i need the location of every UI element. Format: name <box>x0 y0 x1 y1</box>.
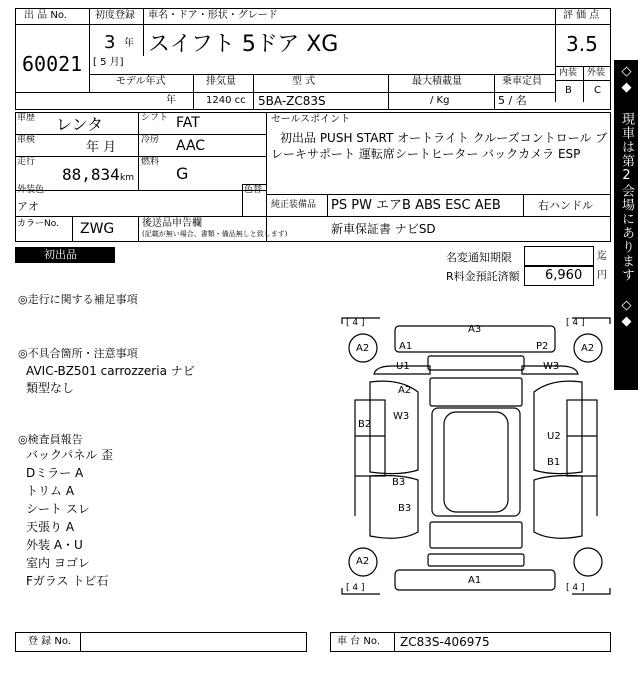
displacement-label: 排気量 <box>206 76 236 87</box>
damage-mark: A2 <box>356 343 370 354</box>
score-value: 3.5 <box>566 32 598 56</box>
retrofit-note: (記載が無い場合、書類・備品無しと致します) <box>142 230 288 238</box>
inspection-value: 年 月 <box>86 140 117 155</box>
tyre-label-fl: [ 4 ] <box>346 318 365 328</box>
damage-mark: A1 <box>468 575 482 586</box>
inspector-line: バックパネル 歪 <box>26 448 114 462</box>
exterior-color-value: アオ <box>17 200 39 213</box>
model-year-label: モデル年式 <box>116 76 166 87</box>
mileage-unit: km <box>120 173 134 183</box>
equipment-value: PS PW エアB ABS ESC AEB <box>331 198 501 213</box>
model-year-unit: 年 <box>166 95 176 106</box>
capacity-label: 乗車定員 <box>502 76 542 87</box>
sales-text-2: レーキサポート 運転席シートヒーター バックカメラ ESP <box>271 147 581 161</box>
chassis-label: 車 台 No. <box>337 636 380 647</box>
inspector-line: 室内 ヨゴレ <box>26 556 90 570</box>
sales-label: セールスポイント <box>271 114 351 125</box>
damage-mark: A2 <box>581 343 595 354</box>
tyre-label-rl: [ 4 ] <box>346 583 365 593</box>
inspector-line: 外装 A・U <box>26 538 83 552</box>
damage-mark: U1 <box>396 361 410 372</box>
side-banner-text: ◇◆ 現車は第2会場にあります ◇◆ <box>619 64 634 330</box>
lot-label: 出 品 No. <box>24 10 67 21</box>
mileage-value: 88,834 <box>62 165 120 184</box>
defect-line: 類型なし <box>26 381 75 395</box>
chassis-value: ZC83S-406975 <box>400 635 490 649</box>
type-value: 5BA-ZC83S <box>258 94 326 108</box>
inspector-line: シート スレ <box>26 502 90 516</box>
recycle-label: R料金預託済額 <box>446 270 520 283</box>
recycle-value: 6,960 <box>545 268 583 283</box>
equipment-label: 純正装備品 <box>271 200 317 210</box>
inspector-header: ◎検査員報告 <box>18 433 83 446</box>
mileage-label: 走行 <box>17 157 36 167</box>
defect-header: ◎不具合箇所・注意事項 <box>18 347 138 360</box>
capacity-value: 5 / 名 <box>498 94 527 107</box>
ac-label: 冷房 <box>141 135 160 145</box>
damage-mark: B3 <box>392 477 406 488</box>
inspector-line: Dミラー A <box>26 466 84 480</box>
color-no-label: カラーNo. <box>17 219 59 229</box>
exterior-score: C <box>594 85 601 96</box>
car-name: スイフト 5ドア XG <box>148 32 339 57</box>
fuel-label: 燃料 <box>141 157 160 167</box>
handle-value: 右ハンドル <box>538 199 593 212</box>
score-label: 評 価 点 <box>563 10 600 21</box>
shift-value: FAT <box>176 115 200 131</box>
reg-label: 初度登録 <box>95 10 135 21</box>
load-value: / Kg <box>430 95 450 106</box>
damage-mark: U2 <box>547 431 561 442</box>
damage-mark: P2 <box>536 341 549 352</box>
damage-mark: A3 <box>468 324 482 335</box>
damage-mark: B1 <box>547 457 561 468</box>
sales-text-1: 初出品 PUSH START オートライト クルーズコントロール ブ <box>280 131 608 145</box>
type-label: 型 式 <box>292 76 316 87</box>
tyre-label-fr: [ 4 ] <box>566 318 585 328</box>
fuel-value: G <box>176 164 189 183</box>
retrofit-label: 後送品申告欄 <box>142 218 202 229</box>
car-label: 車名・ドア・形状・グレード <box>148 10 278 21</box>
history-value: レンタ <box>56 115 103 134</box>
exterior-label: 外装 <box>587 68 606 78</box>
inspection-label: 車検 <box>17 135 36 145</box>
history-label: 車歴 <box>17 113 36 123</box>
color-no-value: ZWG <box>80 221 115 237</box>
interior-label: 内装 <box>559 68 578 78</box>
year-unit: 年 <box>124 38 134 49</box>
car-damage-diagram <box>340 316 612 596</box>
notice-box <box>524 246 594 266</box>
damage-mark: W3 <box>543 361 560 372</box>
recycle-unit: 円 <box>597 270 607 281</box>
lot-number: 60021 <box>22 52 83 76</box>
ac-value: AAC <box>176 138 206 154</box>
driving-header: ◎走行に関する補足事項 <box>18 293 138 306</box>
first-listing-text: 初出品 <box>44 248 77 261</box>
damage-mark: A2 <box>356 556 370 567</box>
inspector-line: トリム A <box>26 484 75 498</box>
damage-mark: A1 <box>399 341 413 352</box>
damage-mark: B2 <box>358 419 372 430</box>
tyre-label-rr: [ 4 ] <box>566 583 585 593</box>
color-change-label: 色替 <box>244 185 263 195</box>
displacement-value: 1240 cc <box>206 95 246 106</box>
damage-mark: B3 <box>398 503 412 514</box>
shift-label: シフト <box>141 113 169 123</box>
defect-line: AVIC-BZ501 carrozzeria ナビ <box>26 364 195 378</box>
registration-label: 登 録 No. <box>28 636 71 647</box>
notice-label: 名変通知期限 <box>446 251 512 264</box>
notice-unit: 迄 <box>597 251 607 262</box>
damage-mark: W3 <box>393 411 410 422</box>
exterior-color-label: 外装色 <box>17 185 45 195</box>
inspector-line: Fガラス トビ石 <box>26 574 109 588</box>
warranty-value: 新車保証書 ナビSD <box>331 222 436 236</box>
load-label: 最大積載量 <box>412 76 462 87</box>
inspector-line: 天張り A <box>26 520 75 534</box>
damage-mark: A2 <box>398 385 412 396</box>
reg-year: 3 <box>104 32 116 53</box>
interior-score: B <box>565 85 572 96</box>
reg-month: [ 5 月] <box>93 57 124 68</box>
